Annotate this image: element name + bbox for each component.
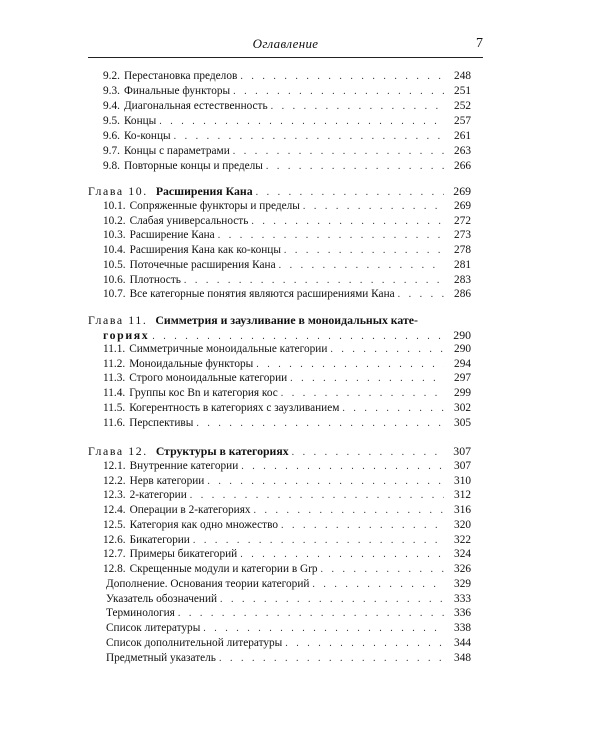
section-page: 320 [454, 518, 471, 531]
section-number: 11.3. [103, 372, 126, 385]
section-title: Сопряженные функторы и пределы [129, 200, 300, 212]
section-number: 9.3. [103, 85, 120, 97]
chapter-heading-continued [103, 328, 471, 343]
section-page: 248 [454, 70, 471, 82]
section-page: 294 [454, 357, 471, 370]
section-page: 257 [454, 115, 471, 127]
dot-leader [303, 200, 444, 213]
section-page: 338 [454, 622, 471, 635]
section-title: Операции в 2-категориях [129, 504, 251, 517]
section-number: 12.2. [103, 474, 126, 487]
section-page: 299 [454, 387, 471, 400]
section-number: 11.5. [103, 401, 126, 414]
toc-entry [103, 342, 471, 356]
page-number: 7 [476, 36, 483, 51]
section-number: 11.6. [103, 416, 126, 429]
section-page: 310 [454, 474, 471, 487]
section-number: 11.1. [103, 343, 126, 355]
chapter-page: 269 [453, 184, 471, 198]
section-number: 10.2. [103, 214, 126, 227]
section-page: 329 [454, 578, 471, 590]
toc-entry [103, 84, 471, 98]
section-number: 12.5. [103, 518, 126, 531]
dot-leader [251, 215, 444, 228]
toc-entry [103, 144, 471, 158]
section-title: Список литературы [106, 622, 201, 635]
section-title: Внутренние категории [129, 460, 239, 472]
chapter-heading [88, 184, 471, 199]
section-page: 336 [454, 607, 471, 620]
section-page: 305 [454, 416, 471, 429]
dot-leader [271, 100, 444, 113]
chapter-title-continued: гориях [103, 328, 150, 342]
dot-leader [219, 652, 444, 665]
toc-entry [106, 621, 471, 635]
section-page: 251 [454, 85, 471, 97]
dot-leader [292, 446, 444, 459]
section-title: Перспективы [129, 416, 194, 429]
section-number: 9.5. [103, 115, 120, 127]
section-number: 11.4. [103, 387, 126, 400]
dot-leader [159, 115, 444, 128]
section-page: 348 [454, 651, 471, 664]
toc-entry [103, 386, 471, 400]
section-title: Расширение Кана [129, 229, 215, 242]
toc-entry [106, 636, 471, 650]
chapter-title: Расширения Кана [155, 184, 253, 198]
toc-entry [103, 99, 471, 113]
section-page: 266 [454, 160, 471, 172]
toc-entry [103, 416, 471, 430]
dot-leader [254, 504, 444, 517]
section-title: Концы [123, 115, 157, 127]
chapter-title: Структуры в категориях [155, 444, 289, 458]
section-number: 10.4. [103, 244, 126, 257]
toc-entry [103, 243, 471, 257]
dot-leader [207, 475, 444, 488]
section-page: 269 [454, 200, 471, 212]
section-title: Указатель обозначений [106, 592, 218, 605]
dot-leader [203, 622, 444, 635]
section-number: 10.1. [103, 200, 126, 212]
dot-leader [178, 607, 444, 620]
section-title: Группы кос Bn и категория кос [129, 387, 278, 400]
dot-leader [398, 288, 444, 301]
chapter-label: Глава 12. [88, 444, 148, 458]
section-page: 324 [454, 548, 471, 561]
section-number: 11.2. [103, 357, 126, 370]
section-number: 12.6. [103, 533, 126, 546]
section-title: Симметричные моноидальные категории [129, 343, 328, 355]
dot-leader [290, 372, 444, 385]
toc-entry [103, 357, 471, 371]
section-page: 263 [454, 145, 471, 157]
toc-entry [103, 518, 471, 532]
section-title: Дополнение. Основания теории категорий [106, 578, 310, 590]
toc-entry [103, 228, 471, 242]
section-title: Расширения Кана как ко-концы [129, 244, 281, 257]
section-page: 322 [454, 533, 471, 546]
section-number: 9.4. [103, 100, 120, 112]
running-title: Оглавление [252, 36, 319, 51]
toc-entry [106, 592, 471, 606]
section-page: 281 [454, 258, 471, 271]
section-title: Ко-концы [123, 130, 171, 142]
dot-leader [342, 402, 444, 415]
chapter-title: Симметрия и заузливание в моноидальных кате- [155, 313, 418, 327]
chapter-heading [88, 313, 471, 328]
dot-leader [174, 130, 444, 143]
section-page: 297 [454, 372, 471, 385]
section-title: Терминология [106, 607, 175, 620]
toc-entry [103, 533, 471, 547]
section-page: 316 [454, 504, 471, 517]
section-number: 12.7. [103, 548, 126, 561]
dot-leader [196, 417, 444, 430]
dot-leader [279, 259, 444, 272]
dot-leader [233, 85, 444, 98]
section-title: Скрещенные модули и категории в Grp [129, 562, 318, 575]
section-title: Финальные функторы [123, 85, 231, 97]
dot-leader [330, 343, 444, 356]
toc-entry [103, 69, 471, 83]
section-page: 333 [454, 592, 471, 605]
toc-entry [103, 488, 471, 502]
toc-entry [103, 287, 471, 301]
section-title: Предметный указатель [106, 651, 216, 664]
toc-entry [103, 503, 471, 517]
page-header [88, 36, 483, 56]
section-page: 312 [454, 489, 471, 502]
section-number: 9.2. [103, 70, 120, 82]
toc-entry [103, 199, 471, 213]
section-title: Бикатегории [129, 533, 190, 546]
section-page: 272 [454, 214, 471, 227]
dot-leader [256, 186, 444, 199]
dot-leader [241, 460, 444, 473]
toc-entry [103, 562, 471, 576]
section-title: Диагональная естественность [123, 100, 268, 112]
chapter-label: Глава 10. [88, 184, 148, 198]
toc-entry [103, 401, 471, 415]
section-page: 261 [454, 130, 471, 142]
toc-entry [103, 159, 471, 173]
dot-leader [285, 637, 444, 650]
dot-leader [281, 387, 444, 400]
section-number: 10.7. [103, 288, 126, 301]
section-number: 10.3. [103, 229, 126, 242]
section-page: 307 [454, 460, 471, 472]
section-title: Перестановка пределов [123, 70, 238, 82]
section-page: 273 [454, 229, 471, 242]
section-page: 278 [454, 244, 471, 257]
section-page: 286 [454, 288, 471, 301]
section-number: 10.5. [103, 258, 126, 271]
chapter-page: 307 [453, 444, 471, 458]
dot-leader [240, 548, 444, 561]
dot-leader [281, 519, 444, 532]
toc-entry [103, 273, 471, 287]
toc-entry [103, 129, 471, 143]
toc-entry [103, 214, 471, 228]
section-page: 252 [454, 100, 471, 112]
dot-leader [312, 578, 444, 591]
section-number: 9.8. [103, 160, 120, 172]
section-title: Моноидальные функторы [129, 357, 254, 370]
section-number: 12.1. [103, 460, 126, 472]
section-title: Категория как одно множество [129, 518, 278, 531]
toc-entry [103, 474, 471, 488]
section-page: 290 [454, 343, 471, 355]
section-title: Повторные концы и пределы [123, 160, 263, 172]
section-title: Плотность [129, 273, 181, 286]
chapter-heading [88, 444, 471, 459]
toc-entry [106, 577, 471, 591]
dot-leader [240, 70, 444, 83]
section-number: 10.6. [103, 273, 126, 286]
dot-leader [220, 593, 444, 606]
section-title: Нерв категории [129, 474, 205, 487]
toc-entry [103, 547, 471, 561]
dot-leader [184, 274, 444, 287]
dot-leader [256, 358, 444, 371]
section-page: 344 [454, 636, 471, 649]
dot-leader [193, 534, 444, 547]
section-title: Слабая универсальность [129, 214, 249, 227]
section-number: 9.7. [103, 145, 120, 157]
toc-entry [103, 371, 471, 385]
section-number: 12.8. [103, 562, 126, 575]
section-title: 2-категории [129, 489, 187, 502]
dot-leader [190, 489, 444, 502]
section-title: Примеры бикатегорий [129, 548, 238, 561]
section-title: Концы с параметрами [123, 145, 230, 157]
header-rule [88, 57, 483, 58]
section-title: Список дополнительной литературы [106, 636, 283, 649]
chapter-label: Глава 11. [88, 313, 148, 327]
section-title: Когерентность в категориях с заузливанием [129, 401, 340, 414]
section-page: 283 [454, 273, 471, 286]
dot-leader [321, 563, 444, 576]
dot-leader [284, 244, 444, 257]
section-number: 12.3. [103, 489, 126, 502]
section-title: Поточечные расширения Кана [129, 258, 276, 271]
toc-entry [103, 114, 471, 128]
section-page: 302 [454, 401, 471, 414]
toc-entry [106, 651, 471, 665]
section-page: 326 [454, 562, 471, 575]
dot-leader [218, 229, 444, 242]
chapter-page: 290 [453, 328, 471, 342]
toc-entry [106, 606, 471, 620]
toc-entry [103, 258, 471, 272]
section-number: 12.4. [103, 504, 126, 517]
section-number: 9.6. [103, 130, 120, 142]
toc-entry [103, 459, 471, 473]
dot-leader [233, 145, 444, 158]
section-title: Строго моноидальные категории [129, 372, 288, 385]
section-title: Все категорные понятия являются расширениями Кана [129, 288, 395, 301]
dot-leader [266, 160, 444, 173]
